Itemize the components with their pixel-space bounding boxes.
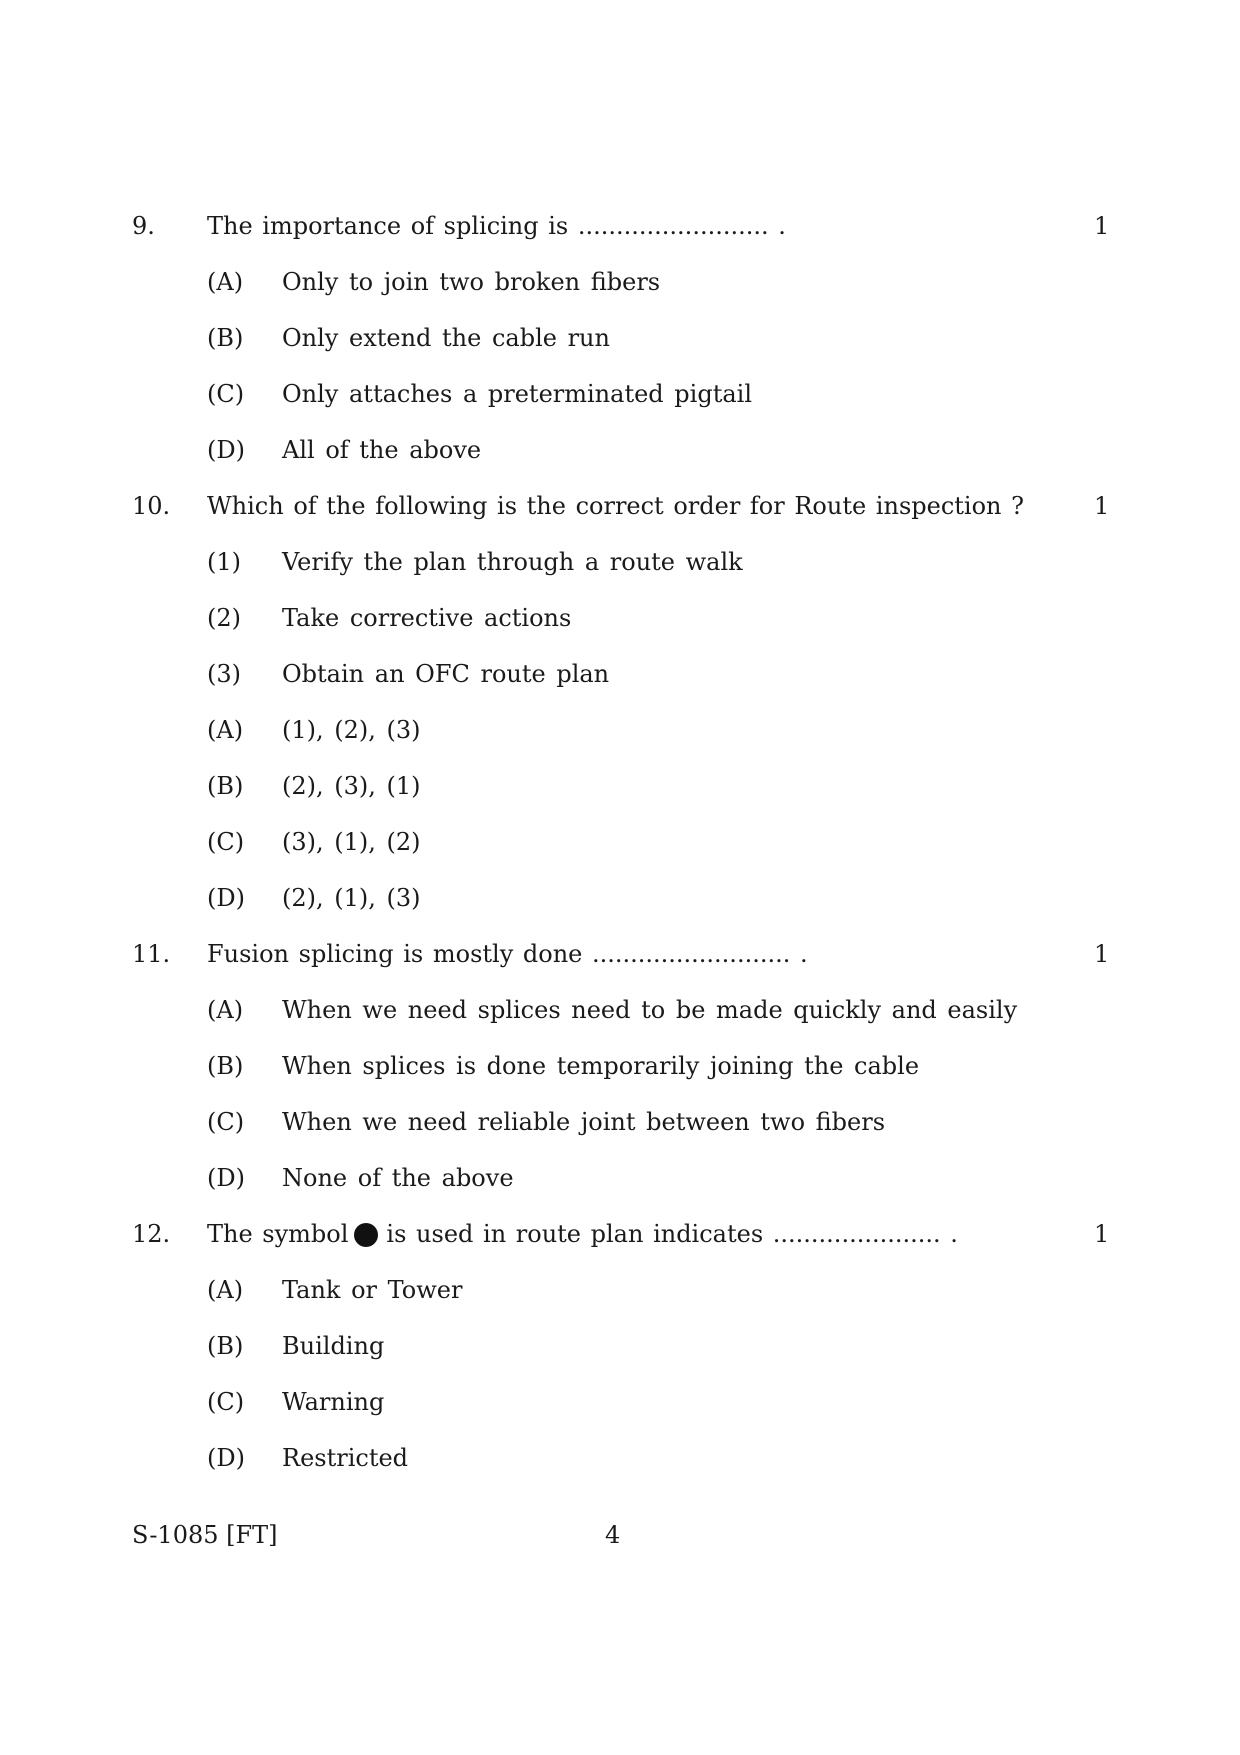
option-10c (0, 825, 1240, 859)
statement-text: Verify the plan through a route walk (282, 548, 743, 576)
statement-10-1 (0, 545, 1240, 579)
question-text-before: The symbol (207, 1220, 349, 1248)
option-label: (B) (207, 1332, 244, 1360)
option-text: When splices is done temporarily joining the cable (282, 1052, 920, 1080)
option-12c (0, 1385, 1240, 1419)
question-number: 12. (132, 1220, 171, 1248)
option-text: None of the above (282, 1164, 514, 1192)
option-11c (0, 1105, 1240, 1139)
option-label: (D) (207, 436, 245, 464)
question-marks: 1 (1094, 940, 1110, 968)
option-text: (1), (2), (3) (282, 716, 421, 744)
option-9d (0, 433, 1240, 467)
option-9b (0, 321, 1240, 355)
option-label: (B) (207, 772, 244, 800)
option-text: All of the above (282, 436, 482, 464)
statement-10-3 (0, 657, 1240, 691)
option-label: (B) (207, 324, 244, 352)
option-label: (D) (207, 884, 245, 912)
option-12b (0, 1329, 1240, 1363)
question-text (207, 1217, 958, 1251)
option-text: (2), (1), (3) (282, 884, 421, 912)
option-text: Tank or Tower (282, 1276, 463, 1304)
question-text: Fusion splicing is mostly done .......................... . (207, 940, 808, 968)
footer-page-number: 4 (605, 1521, 621, 1549)
option-text: When we need reliable joint between two fibers (282, 1108, 886, 1136)
question-9 (0, 209, 1240, 243)
option-11d (0, 1161, 1240, 1195)
option-label: (D) (207, 1444, 245, 1472)
option-10d (0, 881, 1240, 915)
option-label: (A) (207, 1276, 244, 1304)
option-label: (A) (207, 996, 244, 1024)
option-text: (2), (3), (1) (282, 772, 421, 800)
question-text: Which of the following is the correct order for Route inspection ? (207, 492, 1024, 520)
footer-paper-code: S-1085 [FT] (132, 1521, 278, 1549)
option-text: Only attaches a preterminated pigtail (282, 380, 752, 408)
option-label: (C) (207, 1388, 245, 1416)
question-text: The importance of splicing is ......................... . (207, 212, 786, 240)
option-11a (0, 993, 1240, 1027)
option-10b (0, 769, 1240, 803)
statement-text: Take corrective actions (282, 604, 572, 632)
question-10 (0, 489, 1240, 523)
statement-label: (1) (207, 548, 241, 576)
statement-text: Obtain an OFC route plan (282, 660, 610, 688)
option-text: Warning (282, 1388, 385, 1416)
question-marks: 1 (1094, 1220, 1110, 1248)
question-12 (0, 1217, 1240, 1251)
option-label: (D) (207, 1164, 245, 1192)
option-text: Building (282, 1332, 385, 1360)
option-11b (0, 1049, 1240, 1083)
question-number: 9. (132, 212, 155, 240)
question-number: 11. (132, 940, 171, 968)
option-12d (0, 1441, 1240, 1475)
question-text-after: is used in route plan indicates ...................... . (386, 1220, 958, 1248)
option-9c (0, 377, 1240, 411)
statement-label: (3) (207, 660, 241, 688)
option-12a (0, 1273, 1240, 1307)
option-text: When we need splices need to be made quickly and easily (282, 996, 1018, 1024)
question-marks: 1 (1094, 492, 1110, 520)
filled-circle-icon (354, 1223, 378, 1247)
option-text: Only to join two broken fibers (282, 268, 661, 296)
option-text: Restricted (282, 1444, 409, 1472)
option-label: (A) (207, 716, 244, 744)
option-label: (C) (207, 1108, 245, 1136)
statement-10-2 (0, 601, 1240, 635)
option-label: (A) (207, 268, 244, 296)
option-text: Only extend the cable run (282, 324, 610, 352)
question-number: 10. (132, 492, 171, 520)
statement-label: (2) (207, 604, 241, 632)
option-9a (0, 265, 1240, 299)
question-11 (0, 937, 1240, 971)
option-10a (0, 713, 1240, 747)
option-text: (3), (1), (2) (282, 828, 421, 856)
question-marks: 1 (1094, 212, 1110, 240)
option-label: (C) (207, 828, 245, 856)
option-label: (B) (207, 1052, 244, 1080)
option-label: (C) (207, 380, 245, 408)
